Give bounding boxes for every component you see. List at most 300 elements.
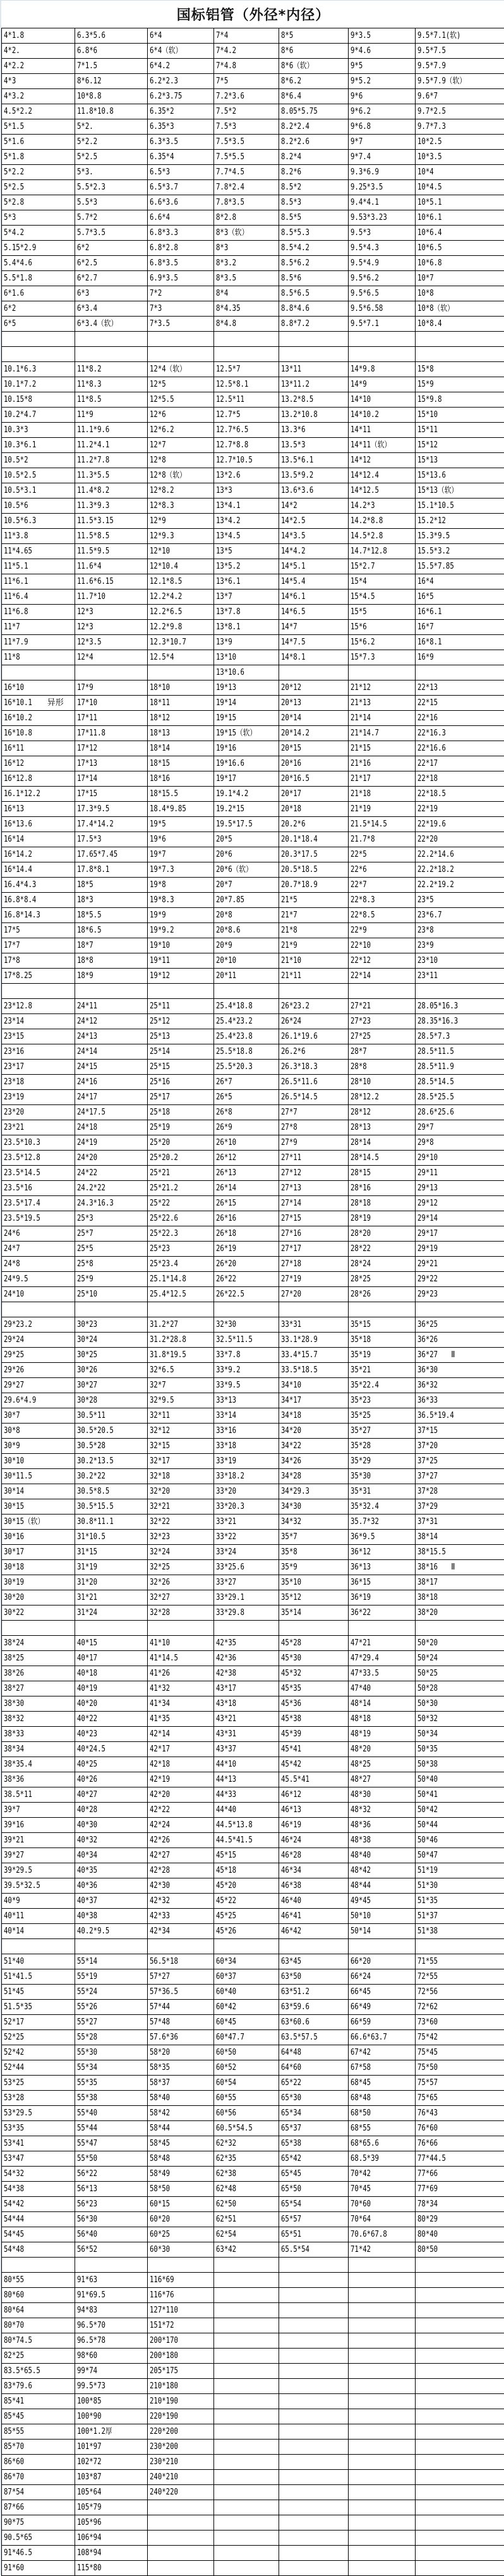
table-cell[interactable] [214,1226,279,1242]
table-cell[interactable] [75,1029,148,1044]
table-cell[interactable] [416,1439,504,1454]
table-cell[interactable] [75,1696,148,1712]
table-cell[interactable] [279,1954,349,1969]
table-cell[interactable] [416,1636,504,1651]
table-cell[interactable] [214,2151,279,2167]
table-cell[interactable] [349,1757,416,1772]
table-cell[interactable] [2,1696,75,1712]
table-cell[interactable] [75,1530,148,1545]
table-cell[interactable] [2,301,75,317]
table-cell[interactable] [148,74,214,89]
table-cell[interactable] [75,408,148,423]
table-cell[interactable] [349,878,416,893]
table-cell[interactable] [2,119,75,135]
table-cell[interactable] [75,969,148,984]
table-cell[interactable] [349,438,416,453]
table-cell[interactable] [279,44,349,59]
table-cell[interactable] [148,1242,214,1257]
table-cell[interactable] [2,226,75,241]
table-cell[interactable] [349,1424,416,1439]
table-cell[interactable] [75,2060,148,2076]
table-cell[interactable] [416,286,504,301]
table-cell[interactable] [279,1712,349,1727]
table-cell[interactable] [279,1408,349,1424]
table-cell[interactable] [279,2242,349,2258]
table-cell[interactable] [75,1378,148,1393]
table-cell[interactable] [416,2076,504,2091]
table-cell[interactable] [349,2440,416,2455]
table-cell[interactable] [148,1014,214,1029]
table-cell[interactable] [214,1211,279,1226]
table-cell[interactable] [214,1712,279,1727]
table-cell[interactable] [148,119,214,135]
table-cell[interactable] [416,1863,504,1878]
table-cell[interactable] [279,2106,349,2121]
table-cell[interactable] [349,377,416,392]
table-cell[interactable] [75,241,148,256]
table-cell[interactable] [416,787,504,802]
table-cell[interactable] [148,1757,214,1772]
table-cell[interactable] [279,559,349,574]
table-cell[interactable] [75,2424,148,2440]
table-cell[interactable] [2,1333,75,1348]
table-cell[interactable] [416,1954,504,1969]
table-cell[interactable] [349,195,416,210]
table-cell[interactable] [2,1060,75,1075]
table-cell[interactable] [416,2227,504,2242]
table-cell[interactable] [416,1621,504,1636]
table-cell[interactable] [279,1499,349,1515]
table-cell[interactable] [214,1515,279,1530]
table-cell[interactable] [148,1515,214,1530]
table-cell[interactable] [75,1894,148,1909]
table-cell[interactable] [2,1636,75,1651]
table-cell[interactable] [2,984,75,999]
table-cell[interactable] [148,377,214,392]
table-cell[interactable] [349,1408,416,1424]
table-cell[interactable] [75,923,148,938]
table-cell[interactable] [2,1742,75,1757]
table-cell[interactable] [2,711,75,726]
table-cell[interactable] [2,89,75,104]
table-cell[interactable] [148,256,214,271]
table-cell[interactable] [279,286,349,301]
table-cell[interactable] [416,2060,504,2076]
table-cell[interactable] [349,1985,416,2000]
table-cell[interactable] [75,1909,148,1924]
table-cell[interactable] [75,726,148,741]
table-cell[interactable] [214,1166,279,1181]
table-cell[interactable] [279,195,349,210]
table-cell[interactable] [2,135,75,150]
table-cell[interactable] [279,1333,349,1348]
table-cell[interactable] [279,1727,349,1742]
table-cell[interactable] [349,2470,416,2485]
table-cell[interactable] [349,1787,416,1803]
table-cell[interactable] [75,1393,148,1408]
table-cell[interactable] [279,2121,349,2136]
table-cell[interactable] [148,1605,214,1621]
table-cell[interactable] [148,1317,214,1333]
table-cell[interactable] [75,938,148,953]
table-cell[interactable] [75,119,148,135]
table-cell[interactable] [279,1393,349,1408]
table-cell[interactable] [279,1120,349,1135]
table-cell[interactable] [349,2500,416,2515]
table-cell[interactable] [2,696,75,711]
table-cell[interactable] [349,923,416,938]
table-cell[interactable] [214,605,279,620]
table-cell[interactable] [2,165,75,180]
table-cell[interactable] [416,1742,504,1757]
table-cell[interactable] [279,544,349,559]
table-cell[interactable] [416,1272,504,1287]
table-cell[interactable] [349,1954,416,1969]
table-cell[interactable] [279,2531,349,2546]
table-cell[interactable] [148,544,214,559]
table-cell[interactable] [214,832,279,847]
table-cell[interactable] [148,953,214,969]
table-cell[interactable] [214,590,279,605]
table-cell[interactable] [214,1257,279,1272]
table-cell[interactable] [2,1757,75,1772]
table-cell[interactable] [75,817,148,832]
table-cell[interactable] [2,1909,75,1924]
table-cell[interactable] [279,226,349,241]
table-cell[interactable] [148,969,214,984]
table-cell[interactable] [75,1424,148,1439]
table-cell[interactable] [279,483,349,499]
table-cell[interactable] [349,1211,416,1226]
table-cell[interactable] [349,832,416,847]
table-cell[interactable] [2,680,75,696]
table-cell[interactable] [2,1575,75,1590]
table-cell[interactable] [214,1848,279,1863]
table-cell[interactable] [75,1878,148,1894]
table-cell[interactable] [214,574,279,590]
table-cell[interactable] [279,1044,349,1060]
table-cell[interactable] [148,1878,214,1894]
table-cell[interactable] [279,1075,349,1090]
table-cell[interactable] [148,180,214,195]
table-cell[interactable] [416,1151,504,1166]
table-cell[interactable] [148,1393,214,1408]
table-cell[interactable] [416,2151,504,2167]
table-cell[interactable] [75,544,148,559]
table-cell[interactable] [279,2091,349,2106]
table-cell[interactable] [148,1985,214,2000]
table-cell[interactable] [416,999,504,1014]
table-cell[interactable] [2,923,75,938]
table-cell[interactable] [2,2106,75,2121]
table-cell[interactable] [349,362,416,377]
table-cell[interactable] [2,2227,75,2242]
table-cell[interactable] [75,1605,148,1621]
table-cell[interactable] [416,2318,504,2333]
table-cell[interactable] [75,286,148,301]
table-cell[interactable] [279,2440,349,2455]
table-cell[interactable] [2,1044,75,1060]
table-cell[interactable] [75,1621,148,1636]
table-cell[interactable] [416,2546,504,2561]
table-cell[interactable] [349,2197,416,2212]
table-cell[interactable] [214,377,279,392]
table-cell[interactable] [2,1317,75,1333]
table-cell[interactable] [416,817,504,832]
table-cell[interactable] [279,362,349,377]
table-cell[interactable] [416,1605,504,1621]
table-cell[interactable] [2,1151,75,1166]
table-cell[interactable] [279,2455,349,2470]
table-cell[interactable] [349,1742,416,1757]
table-cell[interactable] [279,574,349,590]
table-cell[interactable] [214,1985,279,2000]
table-cell[interactable] [279,1666,349,1681]
table-cell[interactable] [279,1515,349,1530]
table-cell[interactable] [75,1560,148,1575]
table-cell[interactable] [416,483,504,499]
table-cell[interactable] [349,2531,416,2546]
table-cell[interactable] [279,1545,349,1560]
table-cell[interactable] [279,89,349,104]
table-cell[interactable] [214,2379,279,2394]
table-cell[interactable] [214,650,279,665]
table-cell[interactable] [148,1727,214,1742]
table-cell[interactable] [75,1135,148,1151]
table-cell[interactable] [148,771,214,787]
table-cell[interactable] [279,1090,349,1105]
table-cell[interactable] [75,2333,148,2349]
table-cell[interactable] [75,1469,148,1484]
table-cell[interactable] [349,1120,416,1135]
table-cell[interactable] [2,2151,75,2167]
table-cell[interactable] [214,1742,279,1757]
table-cell[interactable] [349,1833,416,1848]
table-cell[interactable] [75,1439,148,1454]
table-cell[interactable] [75,2121,148,2136]
table-cell[interactable] [349,1439,416,1454]
table-cell[interactable] [416,544,504,559]
table-cell[interactable] [279,1742,349,1757]
table-cell[interactable] [416,620,504,635]
table-cell[interactable] [75,953,148,969]
table-cell[interactable] [148,1787,214,1803]
table-cell[interactable] [148,423,214,438]
table-cell[interactable] [279,802,349,817]
table-cell[interactable] [279,2076,349,2091]
table-cell[interactable] [2,453,75,468]
table-cell[interactable] [416,1985,504,2000]
table-cell[interactable] [349,1135,416,1151]
table-cell[interactable] [148,2318,214,2333]
table-cell[interactable] [279,1894,349,1909]
table-cell[interactable] [148,741,214,756]
table-cell[interactable] [214,514,279,529]
table-cell[interactable] [2,953,75,969]
table-cell[interactable] [2,574,75,590]
table-cell[interactable] [148,332,214,347]
table-cell[interactable] [214,953,279,969]
table-cell[interactable] [148,1969,214,1985]
table-cell[interactable] [2,1242,75,1257]
table-cell[interactable] [214,559,279,574]
table-cell[interactable] [75,1818,148,1833]
table-cell[interactable] [75,180,148,195]
table-cell[interactable] [349,1060,416,1075]
table-cell[interactable] [148,1545,214,1560]
table-cell[interactable] [75,301,148,317]
table-cell[interactable] [75,1044,148,1060]
table-cell[interactable] [416,2167,504,2182]
table-cell[interactable] [279,665,349,680]
table-cell[interactable] [75,2091,148,2106]
table-cell[interactable] [2,317,75,332]
table-cell[interactable] [416,74,504,89]
table-cell[interactable] [349,241,416,256]
table-cell[interactable] [2,2182,75,2197]
table-cell[interactable] [214,802,279,817]
table-cell[interactable] [2,1257,75,1272]
table-cell[interactable] [148,2000,214,2015]
table-cell[interactable] [75,74,148,89]
table-cell[interactable] [148,832,214,847]
table-cell[interactable] [148,1075,214,1090]
table-cell[interactable] [148,2227,214,2242]
table-cell[interactable] [2,2136,75,2151]
table-cell[interactable] [148,2349,214,2364]
table-cell[interactable] [148,999,214,1014]
table-cell[interactable] [416,771,504,787]
table-cell[interactable] [416,1787,504,1803]
table-cell[interactable] [2,1105,75,1120]
table-cell[interactable] [349,2212,416,2227]
table-cell[interactable] [2,1727,75,1742]
table-cell[interactable] [279,453,349,468]
table-cell[interactable] [349,1105,416,1120]
table-cell[interactable] [148,1363,214,1378]
table-cell[interactable] [2,590,75,605]
table-cell[interactable] [214,2182,279,2197]
table-cell[interactable] [2,1393,75,1408]
table-cell[interactable] [279,1985,349,2000]
table-cell[interactable] [2,271,75,286]
table-cell[interactable] [279,1969,349,1985]
table-cell[interactable] [75,362,148,377]
table-cell[interactable] [416,1333,504,1348]
table-cell[interactable] [148,984,214,999]
table-cell[interactable] [75,2500,148,2515]
table-cell[interactable] [416,893,504,908]
table-cell[interactable] [214,1787,279,1803]
table-cell[interactable] [2,1181,75,1196]
table-cell[interactable] [214,2500,279,2515]
table-cell[interactable] [148,862,214,878]
table-cell[interactable] [2,1787,75,1803]
table-cell[interactable] [214,301,279,317]
table-cell[interactable] [279,347,349,362]
table-cell[interactable] [214,1454,279,1469]
table-cell[interactable] [349,1499,416,1515]
table-cell[interactable] [214,923,279,938]
table-cell[interactable] [148,1560,214,1575]
table-cell[interactable] [2,104,75,119]
table-cell[interactable] [349,1333,416,1348]
table-cell[interactable] [2,605,75,620]
table-cell[interactable] [416,1575,504,1590]
table-cell[interactable] [75,2561,148,2576]
table-cell[interactable] [2,1363,75,1378]
table-cell[interactable] [2,559,75,574]
table-cell[interactable] [148,1575,214,1590]
table-cell[interactable] [75,832,148,847]
table-cell[interactable] [2,2515,75,2531]
table-cell[interactable] [214,1135,279,1151]
table-cell[interactable] [214,1075,279,1090]
table-cell[interactable] [349,1878,416,1894]
table-cell[interactable] [349,150,416,165]
table-cell[interactable] [214,2242,279,2258]
table-cell[interactable] [148,2379,214,2394]
table-cell[interactable] [214,2470,279,2485]
table-cell[interactable] [279,969,349,984]
table-cell[interactable] [416,104,504,119]
table-cell[interactable] [75,680,148,696]
table-cell[interactable] [214,1151,279,1166]
table-cell[interactable] [349,938,416,953]
table-cell[interactable] [75,423,148,438]
table-cell[interactable] [349,1772,416,1787]
table-cell[interactable] [279,953,349,969]
table-cell[interactable] [279,1287,349,1302]
table-cell[interactable] [214,1014,279,1029]
table-cell[interactable] [279,2561,349,2576]
table-cell[interactable] [416,1424,504,1439]
table-cell[interactable] [2,1226,75,1242]
table-cell[interactable] [214,104,279,119]
table-cell[interactable] [214,1499,279,1515]
table-cell[interactable] [148,635,214,650]
table-cell[interactable] [349,2151,416,2167]
table-cell[interactable] [75,2151,148,2167]
table-cell[interactable] [279,938,349,953]
table-cell[interactable] [349,2561,416,2576]
table-cell[interactable] [214,165,279,180]
table-cell[interactable] [279,1181,349,1196]
table-cell[interactable] [75,2212,148,2227]
table-cell[interactable] [75,2182,148,2197]
table-cell[interactable] [75,1651,148,1666]
table-cell[interactable] [148,2531,214,2546]
table-cell[interactable] [349,2333,416,2349]
table-cell[interactable] [349,2015,416,2030]
table-cell[interactable] [416,1833,504,1848]
table-cell[interactable] [349,1803,416,1818]
table-cell[interactable] [279,1681,349,1696]
table-cell[interactable] [349,180,416,195]
table-cell[interactable] [148,1424,214,1439]
table-cell[interactable] [75,1742,148,1757]
table-cell[interactable] [279,1651,349,1666]
table-cell[interactable] [416,2258,504,2273]
table-cell[interactable] [416,28,504,44]
table-cell[interactable] [279,1924,349,1939]
table-cell[interactable] [279,2000,349,2015]
table-cell[interactable] [416,1226,504,1242]
table-cell[interactable] [416,165,504,180]
table-cell[interactable] [214,1272,279,1287]
table-cell[interactable] [2,741,75,756]
table-cell[interactable] [214,483,279,499]
